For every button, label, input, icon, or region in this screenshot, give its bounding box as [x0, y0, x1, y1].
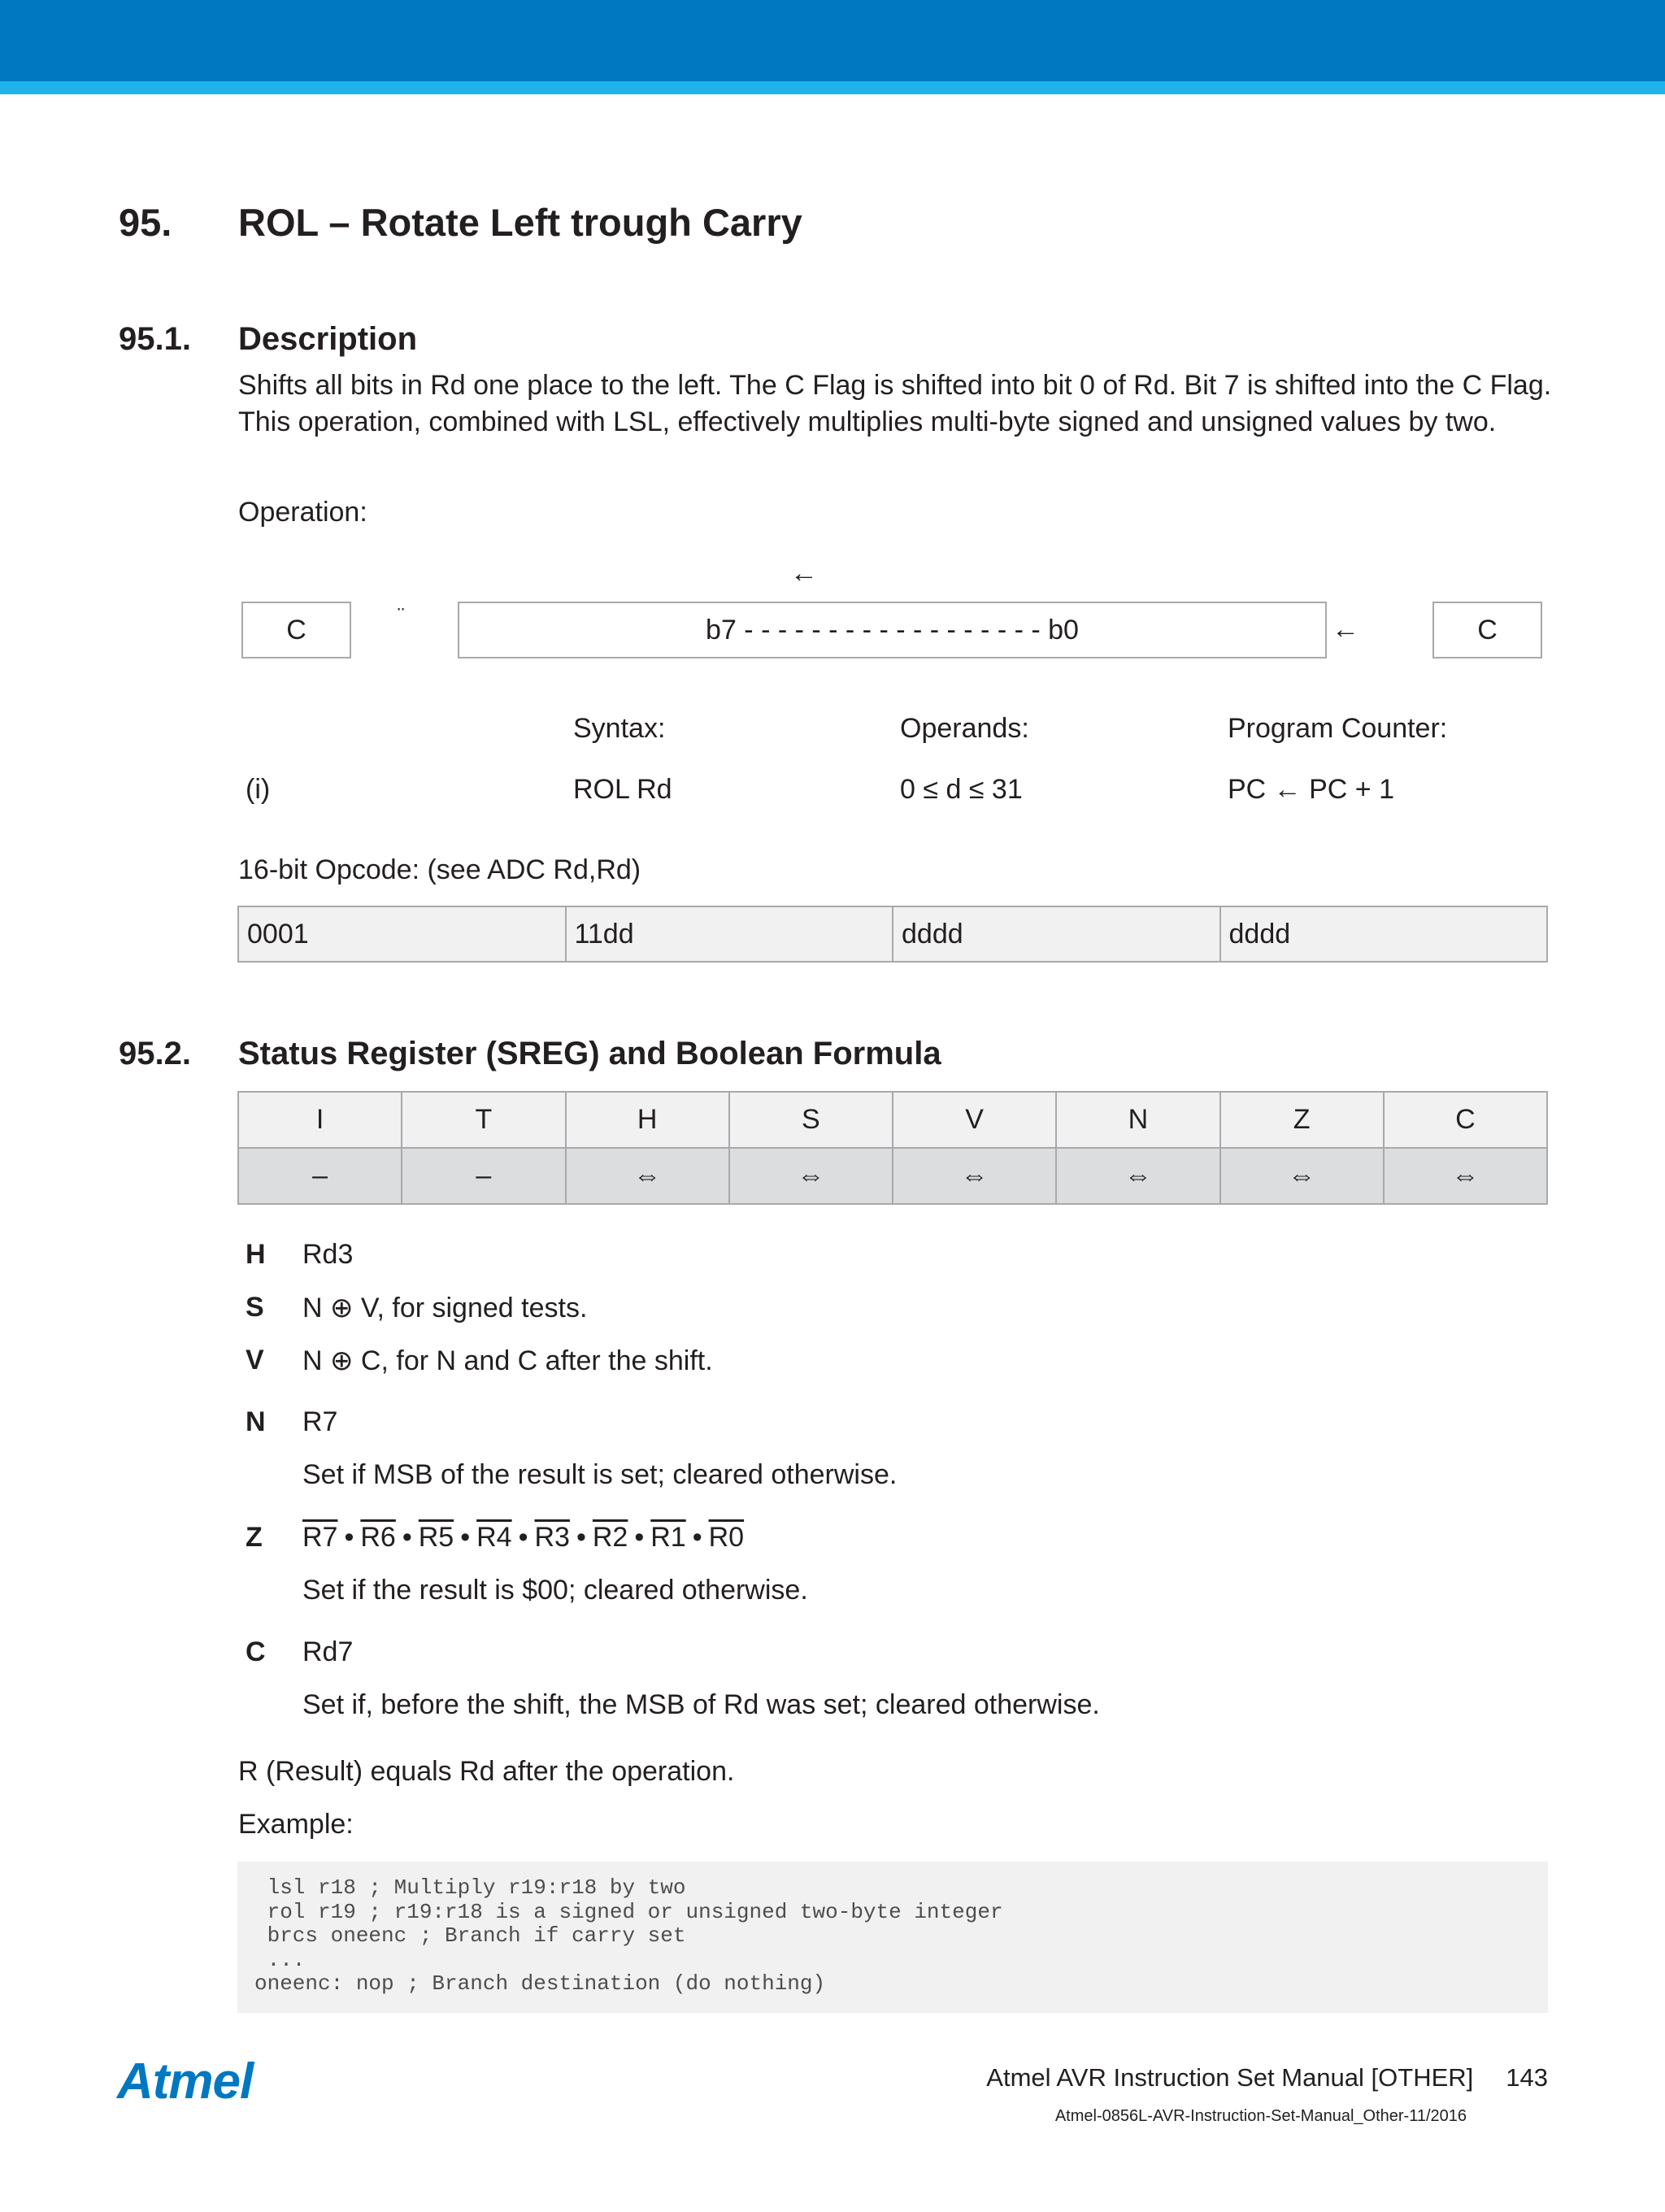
sreg-value-h: ⇔ [567, 1149, 730, 1203]
flag-n-letter: N [246, 1406, 266, 1437]
z-term: R4 [476, 1522, 512, 1553]
sreg-value-t: – [402, 1149, 566, 1203]
syntax-value: ROL Rd [573, 774, 672, 805]
sreg-value-s: ⇔ [730, 1149, 893, 1203]
sreg-table [237, 1091, 1548, 1205]
description-paragraph: Shifts all bits in Rd one place to the left. The C Flag is shifted into bit 0 of Rd. Bit 7 is shifted into the C Flag. This operation, combined with LSL, effectively multiplies multi-byte signed and unsigned values by two. [238, 370, 1552, 437]
result-note: R (Result) equals Rd after the operation. [238, 1756, 735, 1787]
opcode-cell: dddd [1228, 918, 1291, 950]
z-separator: • [344, 1522, 354, 1553]
code-line: lsl r18 ; Multiply r19:r18 by two [254, 1875, 686, 1900]
z-separator: • [634, 1522, 645, 1553]
flag-z-note: Set if the result is $00; cleared otherwise. [302, 1575, 808, 1606]
sreg-value-row [239, 1149, 1546, 1203]
z-term: R2 [592, 1522, 628, 1553]
syntax-row-index: (i) [246, 774, 271, 805]
sreg-value-z: ⇔ [1221, 1149, 1385, 1203]
sreg-value-c: ⇔ [1451, 1160, 1480, 1191]
sreg-value-i: – [239, 1149, 402, 1203]
code-line: ... [254, 1947, 306, 1972]
z-term: R1 [650, 1522, 686, 1553]
operands-value: 0 ≤ d ≤ 31 [900, 774, 1023, 805]
footer-title [986, 2063, 1548, 2092]
footer-doc-id: Atmel-0856L-AVR-Instruction-Set-Manual_Other-11/2016 [1054, 2107, 1467, 2125]
program-counter-header: Program Counter: [1228, 713, 1448, 744]
z-separator: • [518, 1522, 528, 1553]
z-separator: • [402, 1522, 412, 1553]
subsection-heading-description: Description [238, 321, 418, 357]
atmel-logo: Atmel [117, 2053, 254, 2110]
flag-n-note: Set if MSB of the result is set; cleared otherwise. [302, 1459, 898, 1490]
example-label: Example: [238, 1809, 354, 1840]
flag-z-formula [302, 1522, 744, 1554]
diagram-dots: ¨ [398, 603, 405, 628]
program-counter-value: PC ← PC + 1 [1228, 774, 1395, 805]
sreg-flag-s: S [730, 1093, 893, 1147]
sreg-flag-t: T [402, 1093, 566, 1147]
syntax-header: Syntax: [573, 713, 666, 744]
flag-n-formula: R7 [302, 1406, 338, 1437]
subsection-number-description: 95.1. [119, 321, 191, 357]
code-line: brcs oneenc ; Branch if carry set [254, 1923, 686, 1948]
carry-box-left: C [241, 602, 351, 658]
flag-s-formula: N ⊕ V, for signed tests. [302, 1293, 588, 1323]
flag-s-letter: S [246, 1292, 264, 1323]
z-term: R0 [708, 1522, 745, 1553]
flag-h-formula: Rd3 [302, 1239, 354, 1270]
rotate-arrow-top: ← [790, 558, 818, 589]
sreg-flag-c: C [1455, 1104, 1476, 1135]
flag-h-letter: H [246, 1239, 266, 1270]
subsection-heading-sreg: Status Register (SREG) and Boolean Formula [238, 1036, 941, 1071]
opcode-table [237, 906, 1548, 963]
sreg-flag-n: N [1057, 1093, 1220, 1147]
header-banner-stripe [0, 81, 1665, 94]
flag-c-note: Set if, before the shift, the MSB of Rd was set; cleared otherwise. [302, 1689, 1100, 1720]
sreg-flag-row [239, 1093, 1546, 1149]
z-separator: • [576, 1522, 586, 1553]
z-term: R5 [418, 1522, 454, 1553]
footer-manual-name: Atmel AVR Instruction Set Manual [OTHER] [986, 2063, 1474, 2092]
register-box: b7 - - - - - - - - - - - - - - - - - - b0 [458, 602, 1327, 658]
code-line: rol r19 ; r19:r18 is a signed or unsigned two-byte integer [254, 1899, 1003, 1924]
z-term: R7 [302, 1522, 338, 1553]
rotate-arrow-right: ← [1332, 614, 1359, 645]
z-term: R6 [360, 1522, 396, 1553]
opcode-cell: 11dd [567, 907, 894, 961]
sreg-flag-v: V [893, 1093, 1057, 1147]
section-title: ROL – Rotate Left trough Carry [238, 201, 802, 244]
flag-c-formula: Rd7 [302, 1636, 354, 1667]
code-example [237, 1862, 1548, 2013]
flag-v-formula: N ⊕ C, for N and C after the shift. [302, 1345, 713, 1376]
subsection-number-sreg: 95.2. [119, 1036, 191, 1071]
operation-label: Operation: [238, 497, 367, 528]
flag-c-letter: C [246, 1636, 266, 1667]
opcode-label: 16-bit Opcode: (see ADC Rd,Rd) [238, 854, 641, 885]
flag-z-letter: Z [246, 1522, 263, 1553]
sreg-flag-z: Z [1221, 1093, 1385, 1147]
code-line: oneenc: nop ; Branch destination (do nothing) [254, 1971, 826, 1996]
sreg-flag-i: I [239, 1093, 402, 1147]
section-number: 95. [119, 201, 172, 244]
z-term: R3 [534, 1522, 570, 1553]
header-banner [0, 0, 1665, 81]
opcode-cell: 0001 [239, 907, 567, 961]
sreg-flag-h: H [567, 1093, 730, 1147]
z-separator: • [692, 1522, 702, 1553]
flag-v-letter: V [246, 1345, 264, 1375]
carry-box-right: C [1432, 602, 1542, 658]
z-separator: • [460, 1522, 471, 1553]
sreg-value-v: ⇔ [893, 1149, 1057, 1203]
operands-header: Operands: [900, 713, 1029, 744]
opcode-cell: dddd [893, 907, 1221, 961]
sreg-value-n: ⇔ [1057, 1149, 1220, 1203]
page-number: 143 [1506, 2063, 1548, 2092]
